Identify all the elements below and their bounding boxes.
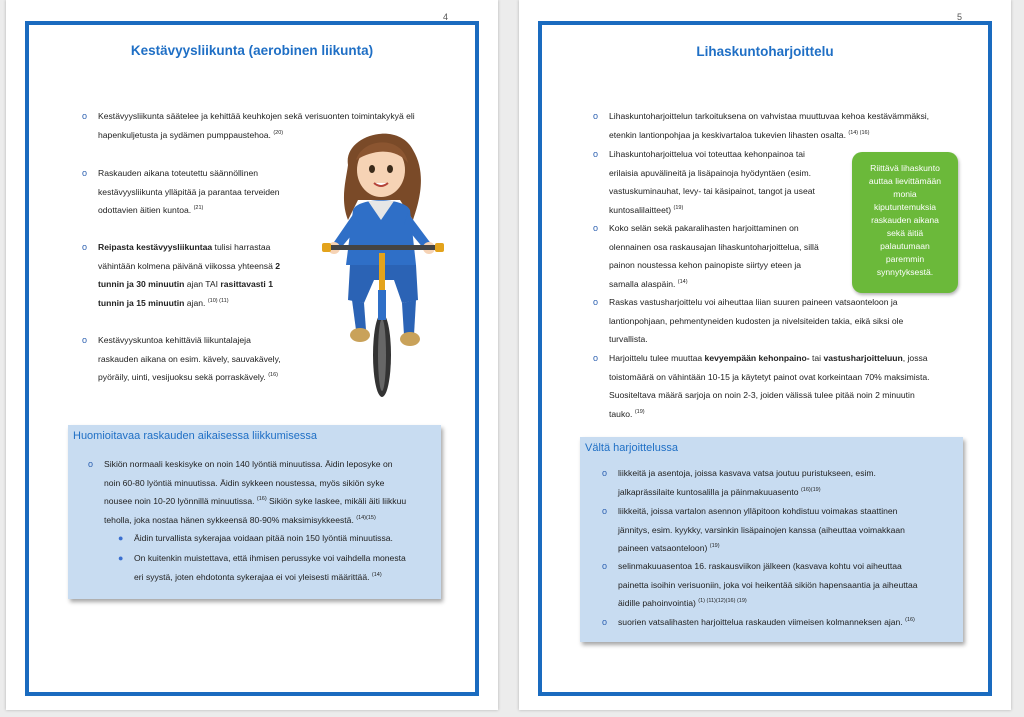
box-sub-item: ● On kuitenkin muistettava, että ihmisen perussyke voi vaihdella monesta eri syystä, joten ehdotonta sykerajaa ei voi yleisesti määrittää. $^{(14)}$ xyxy=(134,549,434,586)
box-title: Huomioitavaa raskauden aikaisessa liikkumisessa xyxy=(73,430,317,442)
box-list-item: o liikkeitä, joissa vartalon asennon ylläpitoon kohdistuu voimakas staattinen jännitys, esim. kyykky, varsinkin lisäpainojen kanssa (aiheuttaa voimakkaan paineen vatsaonteloon) $^{(19)}$ xyxy=(618,502,958,558)
page-5 xyxy=(519,0,1011,710)
bullet-icon: o xyxy=(602,561,608,571)
list-item: o Raskas vastusharjoittelu voi aiheuttaa liian suuren paineen vatsaonteloon ja lantionpohjaan, pehmentyneiden kudosten ja nivelsiteiden takia, eikä siksi ole turvallista. xyxy=(609,293,979,349)
bullet-icon: o xyxy=(593,223,599,233)
bullet-icon: ● xyxy=(118,553,124,563)
info-box xyxy=(580,437,963,642)
bullet-icon: o xyxy=(593,149,599,159)
list-item: o Raskauden aikana toteutettu säännöllinen kestävyysliikunta ylläpitää ja parantaa terveiden odottavien äitien kuntoa. $^{(21)}$ xyxy=(98,164,338,220)
tip-box: Riittävä lihaskunto auttaa lievittämään monia kiputuntemuksia raskauden aikana sekä äitiä palautumaan paremmin synnytyksestä. xyxy=(852,152,958,293)
bullet-icon: o xyxy=(82,111,88,121)
list-item: o Reipasta kestävyysliikuntaa tulisi harrastaa vähintään kolmena päivänä viikossa yhteensä 2 tunnin ja 30 minuutin ajan TAI rasittavasti 1 tunnin ja 15 minuutin ajan. $^{(10) (11)}$ xyxy=(98,238,338,312)
bullet-icon: o xyxy=(593,353,599,363)
box-list-item: o selinmakuuasentoa 16. raskausviikon jälkeen (kasvava kohtu voi aiheuttaa painetta isoihin verisuoniin, joka voi heikentää sikiön hapensaantia ja aiheuttaa äidille pahoinvointia) $^{(1) (11)(12)(16) (19)}$ xyxy=(618,557,958,613)
bullet-icon: o xyxy=(602,468,608,478)
list-item: o Lihaskuntoharjoittelun tarkoituksena on vahvistaa muuttuvaa kehoa kestävämmäksi, etenkin lantionpohjaa ja keskivartaloa tukevien lihasten osalta. $^{(14) (16)}$ xyxy=(609,107,979,144)
bullet-icon: o xyxy=(602,506,608,516)
info-box xyxy=(68,425,441,599)
bullet-icon: o xyxy=(82,335,88,345)
page-title: Kestävyysliikunta (aerobinen liikunta) xyxy=(130,43,374,58)
list-item: o Lihaskuntoharjoittelua voi toteuttaa kehonpainoa tai erilaisia apuvälineitä ja lisäpainoja hyödyntäen (esim. vastuskuminauhat, levy- tai käsipainot, tangot ja useat kuntosalilaitteet) $^{(19)}$ xyxy=(609,145,849,219)
bullet-icon: o xyxy=(82,168,88,178)
box-list-item: o Sikiön normaali keskisyke on noin 140 lyöntiä minuutissa. Äidin leposyke on noin 60-80 lyöntiä minuutissa. Äidin sykkeen noustessa, myös sikiön syke nousee noin 10-20 lyönnillä minuutissa. $^{(16)}$ Sikiön syke laskee, mikäli äiti liikkuu teholla, joka nostaa hänen sykkeensä 80-90% maksimisykkeestä. $^{(14)(15)}$ xyxy=(104,455,434,529)
list-item: o Koko selän sekä pakaralihasten harjoittaminen on olennainen osa raskausajan lihaskuntoharjoittelua, sillä painon noustessa kehon painopiste siirtyy eteen ja samalla alaspäin. $^{(14)}$ xyxy=(609,219,849,293)
girl-on-bicycle-illustration xyxy=(318,125,448,400)
bullet-icon: o xyxy=(602,617,608,627)
bullet-icon: o xyxy=(593,297,599,307)
bullet-icon: o xyxy=(593,111,599,121)
page-number: 4 xyxy=(443,12,449,22)
box-list-item: o liikkeitä ja asentoja, joissa kasvava vatsa joutuu puristukseen, esim. jalkaprässilaite kuntosalilla ja päinmakuuasento $^{(16)(19)}$ xyxy=(618,464,958,501)
box-title: Vältä harjoittelussa xyxy=(585,442,678,454)
bullet-icon: o xyxy=(88,459,94,469)
list-item: o Kestävyyskuntoa kehittäviä liikuntalajeja raskauden aikana on esim. kävely, sauvakävely, pyöräily, uinti, vesijuoksu sekä porraskävely. $^{(16)}$ xyxy=(98,331,338,387)
box-sub-item: ● Äidin turvallista sykerajaa voidaan pitää noin 150 lyöntiä minuutissa. xyxy=(134,529,434,548)
page-4 xyxy=(6,0,498,710)
bullet-icon: ● xyxy=(118,533,124,543)
box-list-item: o suorien vatsalihasten harjoittelua raskauden viimeisen kolmanneksen ajan. $^{(16)}$ xyxy=(618,613,958,632)
list-item: o Kestävyysliikunta säätelee ja kehittää keuhkojen sekä verisuonten toimintakykyä eli hapenkuljetusta ja sydämen pumppaustehoa. $^{(20)}$ xyxy=(98,107,468,144)
bullet-icon: o xyxy=(82,242,88,252)
page-title: Lihaskuntoharjoittelu xyxy=(696,44,834,59)
page-number: 5 xyxy=(957,12,963,22)
list-item: o Harjoittelu tulee muuttaa kevyempään kehonpaino- tai vastusharjoitteluun, jossa toistomäärä on vähintään 10-15 ja käytetyt painot ovat korkeintaan 70% maksimista. Suositeltava määrä sarjoja on noin 2-3, joiden välissä tulee pitää noin 2 minuutin tauko. $^{(19)}$ xyxy=(609,349,979,423)
